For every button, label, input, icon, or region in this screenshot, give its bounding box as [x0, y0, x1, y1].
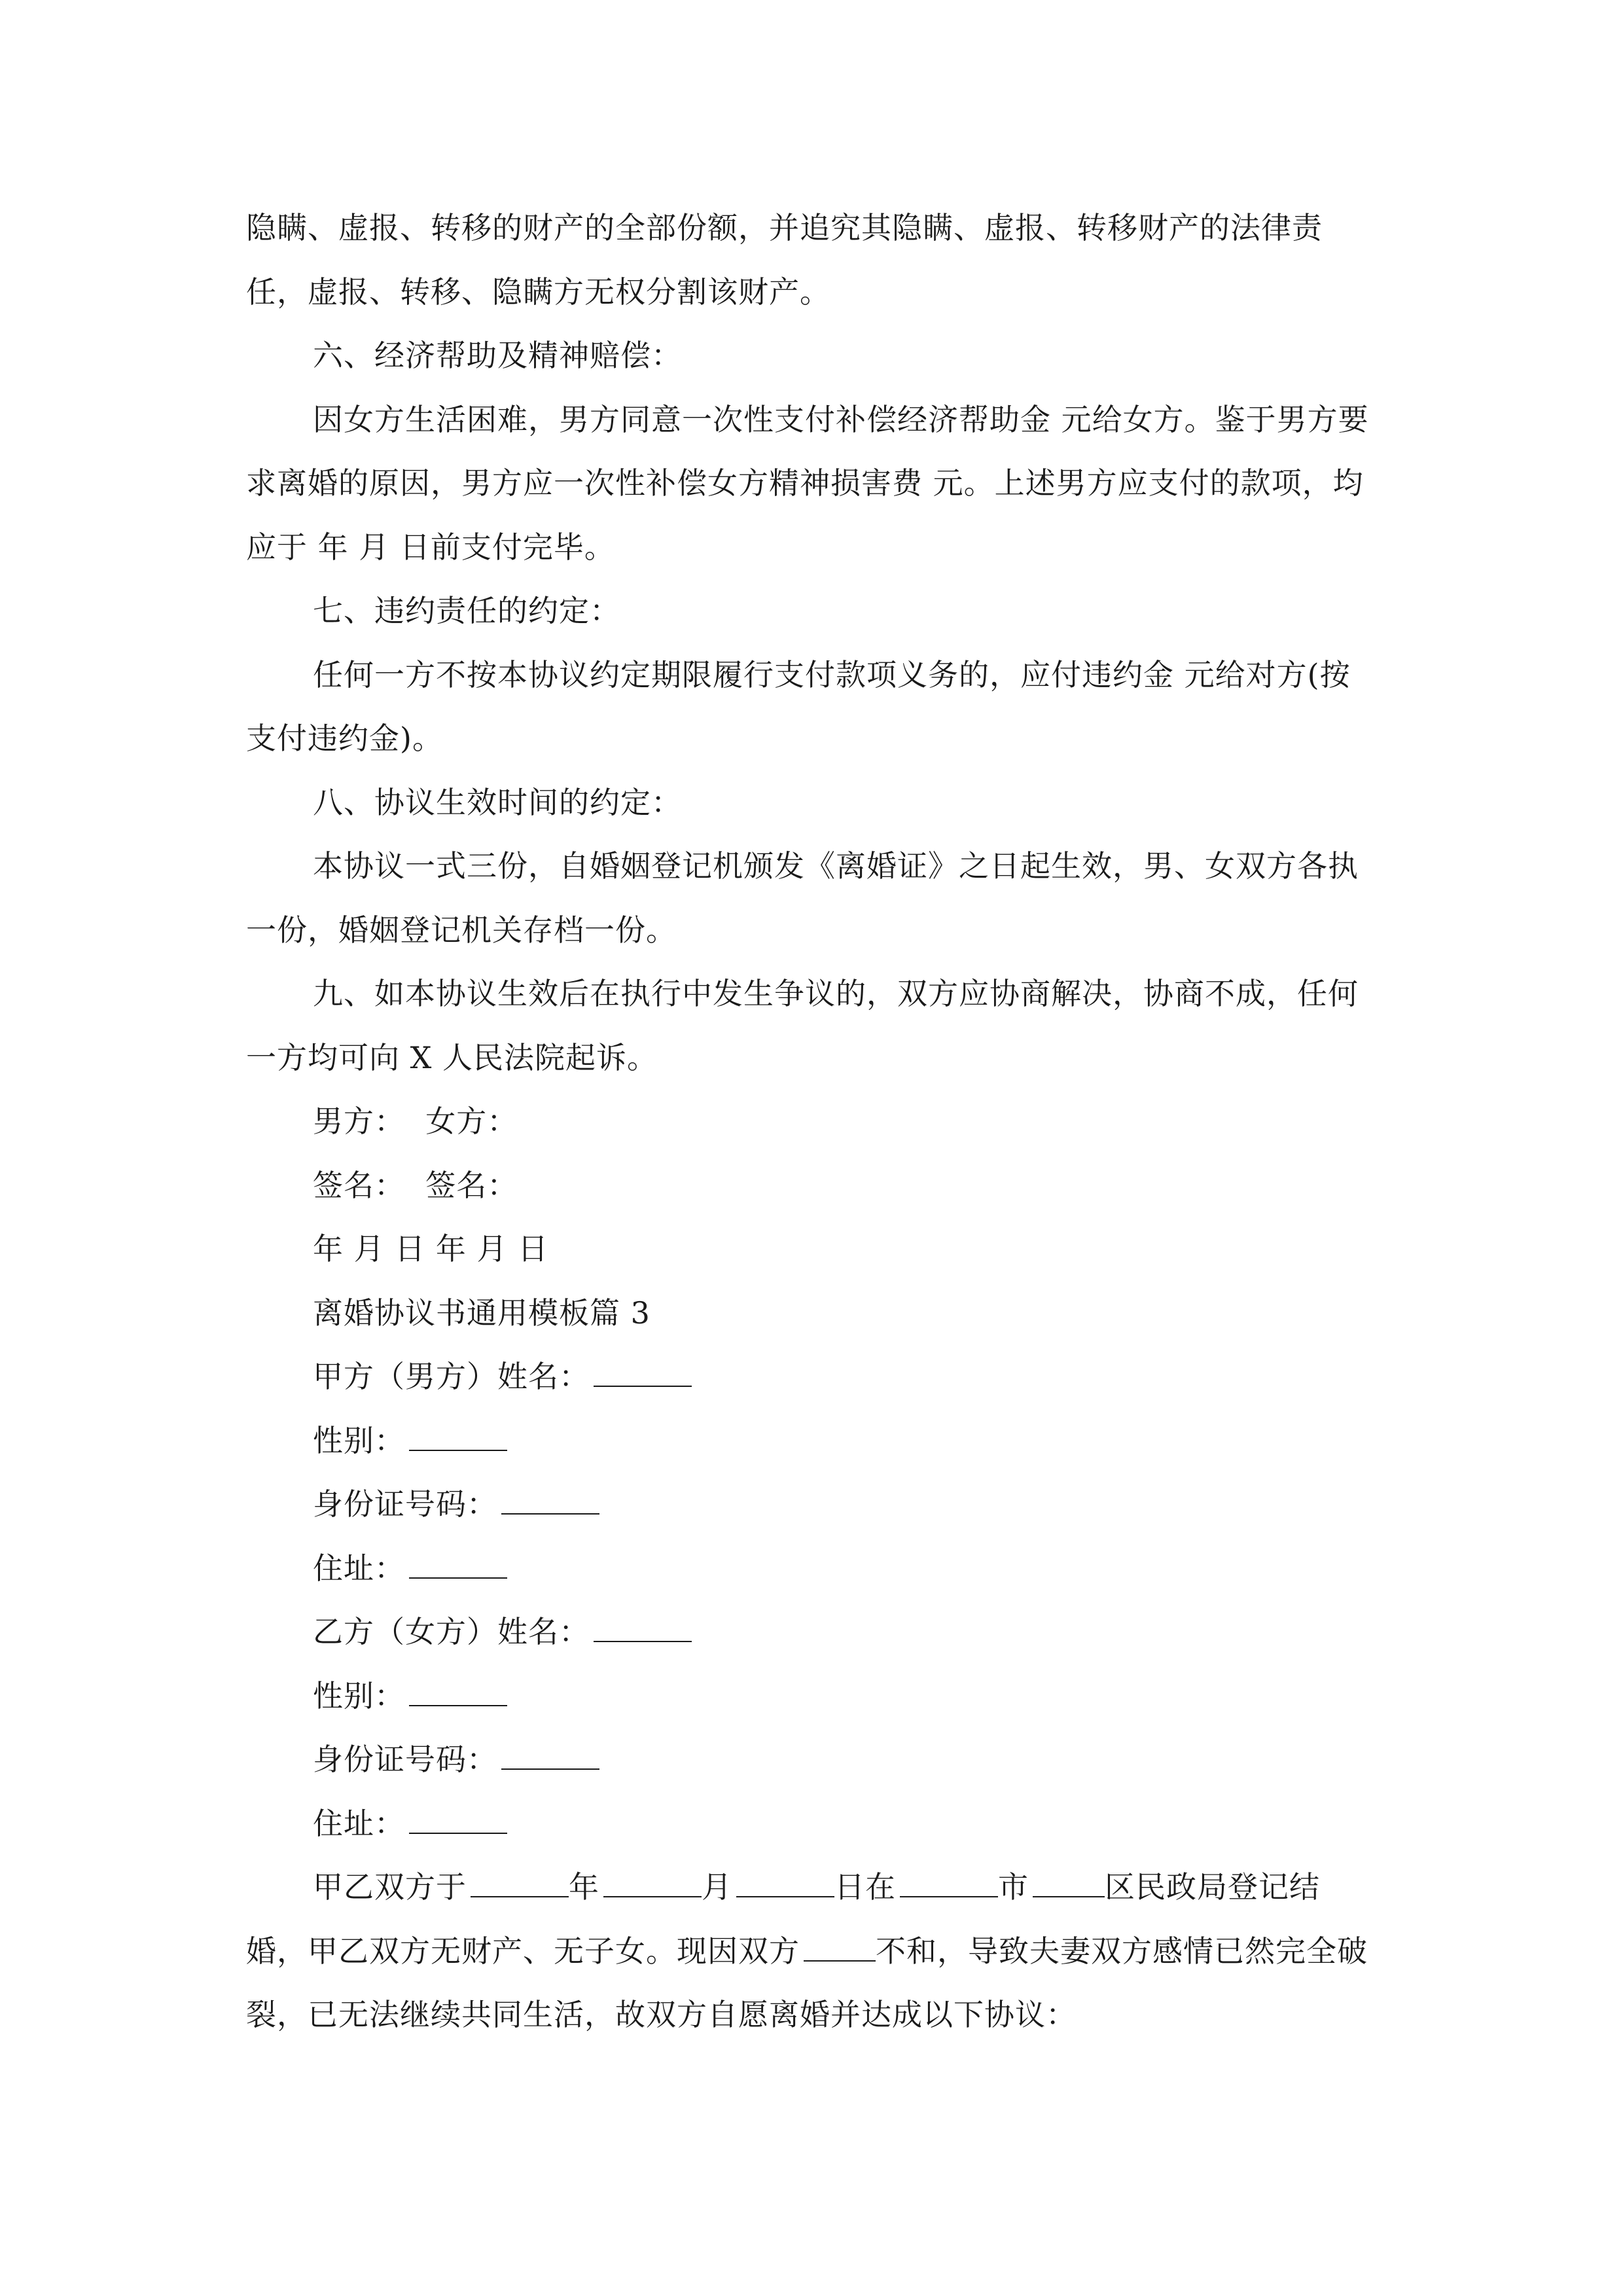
signature-dates: 年 月 日 年 月 日 [313, 1231, 549, 1266]
field-party-a-name [313, 1345, 1381, 1409]
field-label: 住址： [313, 1805, 405, 1841]
field-label: 乙方（女方）姓名： [313, 1614, 590, 1649]
field-party-a-gender [313, 1409, 1381, 1473]
blank-underline [409, 1555, 507, 1579]
paragraph-section-6: 因女方生活困难，男方同意一次性支付补偿经济帮助金 元给女方。鉴于男方要求离婚的原因，男方应一次性补偿女方精神损害费 元。上述男方应支付的款项，均应于 年 月 日前支付完毕。 [246, 401, 1369, 565]
blank-underline [471, 1874, 569, 1897]
blank-underline [409, 1683, 507, 1706]
blank-underline [804, 1938, 876, 1962]
field-label: 性别： [313, 1677, 405, 1713]
field-party-b-id [313, 1728, 1381, 1792]
blank-underline [501, 1746, 599, 1770]
field-party-b-address [313, 1792, 1381, 1856]
field-party-b-gender [313, 1664, 1381, 1729]
blank-underline [409, 1810, 507, 1834]
field-label: 住址： [313, 1550, 405, 1586]
paragraph-section-9: 九、如本协议生效后在执行中发生争议的，双方应协商解决，协商不成，任何一方均可向 X 人民法院起诉。 [246, 976, 1359, 1075]
paragraph-section-8: 本协议一式三份，自婚姻登记机颁发《离婚证》之日起生效，男、女双方各执一份，婚姻登记机关存档一份。 [246, 848, 1359, 948]
blank-underline [603, 1874, 702, 1897]
blank-underline [501, 1491, 599, 1515]
text-run: 甲乙双方于 [313, 1869, 467, 1905]
field-party-b-name [313, 1600, 1381, 1664]
text-run: 不和，导致夫妻双方感情已然完全破裂，已无法继续共同生活，故双方自愿离婚并达成以下协议： [246, 1933, 1368, 2032]
signature-parties: 男方： 女方： [313, 1103, 518, 1139]
field-party-a-id [313, 1473, 1381, 1537]
field-label: 性别： [313, 1422, 405, 1458]
field-label: 身份证号码： [313, 1486, 497, 1522]
blank-underline [594, 1363, 692, 1387]
blank-underline [594, 1619, 692, 1642]
field-label: 身份证号码： [313, 1742, 497, 1777]
text-run: 市 [998, 1869, 1029, 1905]
heading-section-6: 六、经济帮助及精神赔偿： [313, 338, 682, 373]
blank-underline [900, 1874, 998, 1897]
template-3-title: 离婚协议书通用模板篇 3 [313, 1295, 651, 1331]
field-party-a-address [313, 1537, 1381, 1601]
text-run: 日在 [834, 1869, 896, 1905]
paragraph-property-concealment: 隐瞒、虚报、转移的财产的全部份额，并追究其隐瞒、虚报、转移财产的法律责任，虚报、转移、隐瞒方无权分割该财产。 [246, 210, 1323, 310]
heading-section-7: 七、违约责任的约定： [313, 593, 620, 628]
document-body [246, 196, 1381, 2047]
paragraph-marriage-registration [246, 1856, 1381, 2047]
text-run: 月 [702, 1869, 732, 1905]
field-label: 甲方（男方）姓名： [313, 1359, 590, 1394]
text-run: 年 [569, 1869, 599, 1905]
blank-underline [1033, 1874, 1105, 1897]
blank-underline [736, 1874, 834, 1897]
paragraph-section-7: 任何一方不按本协议约定期限履行支付款项义务的，应付违约金 元给对方(按 支付违约金)。 [246, 656, 1351, 756]
heading-section-8: 八、协议生效时间的约定： [313, 784, 682, 820]
text-run: 区民政局登记结婚，甲乙双方无财产、无子女。现因双方 [246, 1869, 1320, 1969]
blank-underline [409, 1427, 507, 1451]
signature-signs: 签名： 签名： [313, 1167, 518, 1203]
